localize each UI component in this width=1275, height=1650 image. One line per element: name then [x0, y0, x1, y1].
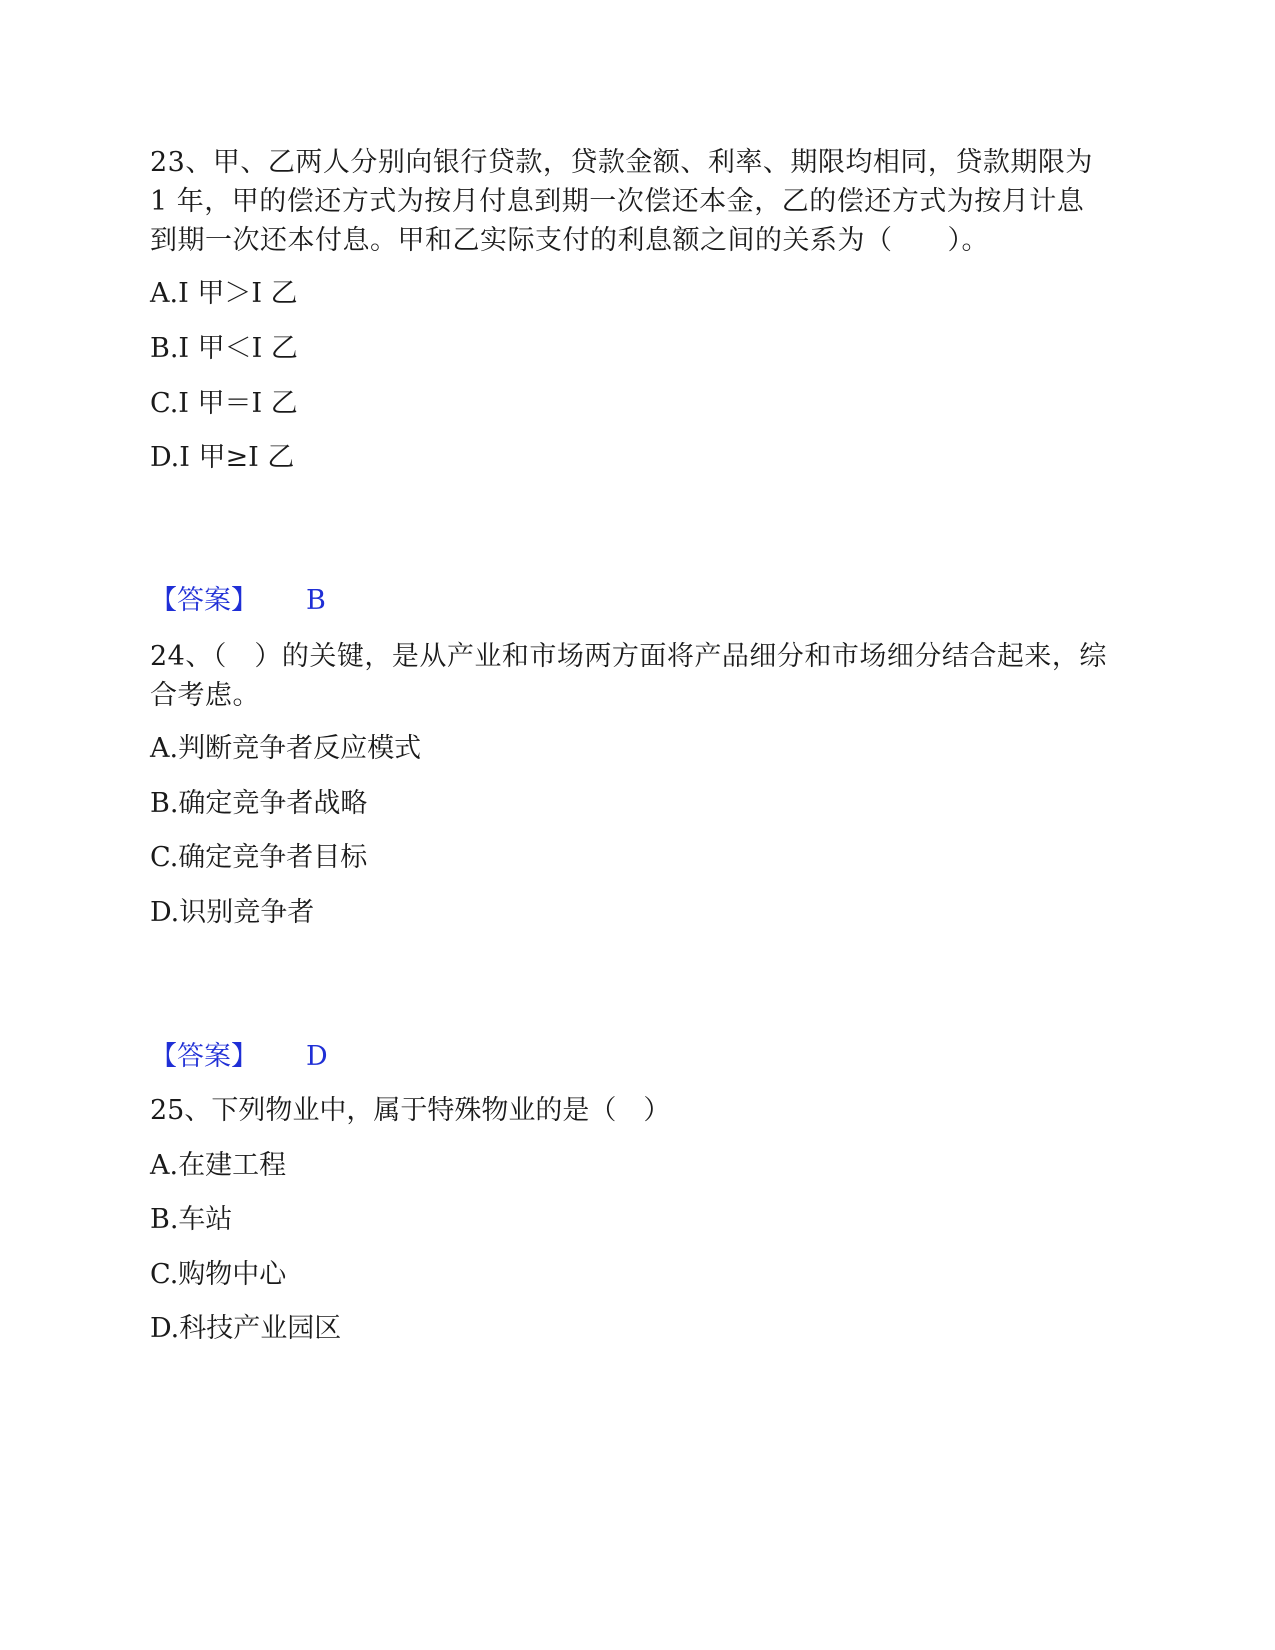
- question-24-answer: [150, 1040, 328, 1074]
- question-23-option-a: A.I 甲＞I 乙: [150, 278, 298, 309]
- answer-value: B: [306, 585, 326, 616]
- question-24-option-c: C.确定竞争者目标: [150, 842, 368, 873]
- question-24-option-d: D.识别竞争者: [150, 897, 315, 928]
- question-23-option-d: D.I 甲≥I 乙: [150, 442, 295, 473]
- question-25-option-d: D.科技产业园区: [150, 1313, 342, 1344]
- question-25-stem: 25、下列物业中，属于特殊物业的是（ ）: [150, 1095, 671, 1126]
- question-25-option-a: A.在建工程: [150, 1150, 287, 1181]
- question-23-stem: 23、甲、乙两人分别向银行贷款，贷款金额、利率、期限均相同，贷款期限为 1 年，甲的偿还方式为按月付息到期一次偿还本金，乙的偿还方式为按月计息到期一次还本付息。甲和乙实际支付的利息额之间的关系为（ ）。: [150, 147, 1093, 256]
- answer-label: 【答案】: [150, 1041, 258, 1072]
- question-23-answer: [150, 584, 326, 618]
- question-24-option-b: B.确定竞争者战略: [150, 788, 368, 819]
- answer-value: D: [306, 1041, 328, 1072]
- answer-label: 【答案】: [150, 585, 258, 616]
- question-24-stem: 24、（ ）的关键，是从产业和市场两方面将产品细分和市场细分结合起来，综合考虑。: [150, 641, 1107, 711]
- question-23-option-b: B.I 甲＜I 乙: [150, 333, 298, 364]
- question-25-option-b: B.车站: [150, 1204, 233, 1235]
- question-25-option-c: C.购物中心: [150, 1259, 287, 1290]
- question-24-option-a: A.判断竞争者反应模式: [150, 733, 422, 764]
- question-23-option-c: C.I 甲＝I 乙: [150, 388, 298, 419]
